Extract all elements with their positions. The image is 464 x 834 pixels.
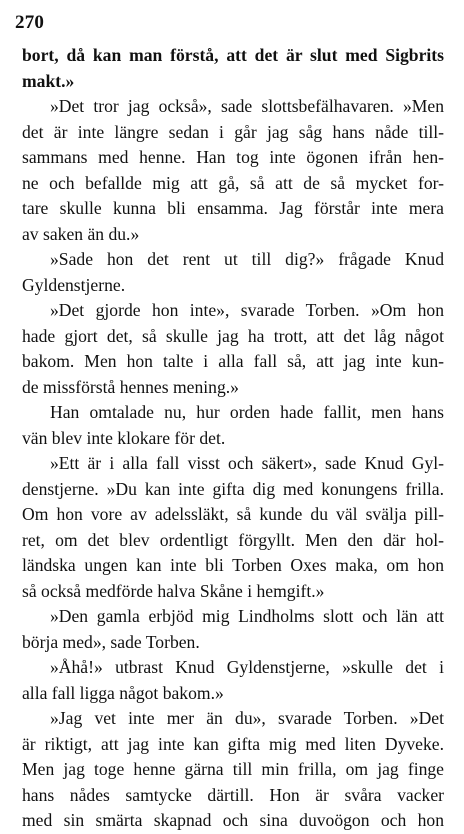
text-line: det är inte längre sedan i går jag såg hans nåde till- <box>22 121 444 142</box>
text-line: av saken än du.» <box>22 223 140 244</box>
text-line: Gyldenstjerne. <box>22 274 126 295</box>
text-line: tare skulle kunna bli ensamma. Jag förstår inte mera <box>22 198 444 218</box>
text-line: makt.» <box>22 70 75 91</box>
text-line: »Det tror jag också», sade slottsbefälhavaren. »Men <box>50 96 444 116</box>
text-line: med sin smärta skapnad och sina duvoögon och hon <box>22 810 444 830</box>
text-line: »Den gamla erbjöd mig Lindholms slott och län att <box>50 606 444 626</box>
text-line: »Åhå!» utbrast Knud Gyldenstjerne, »skulle det i <box>50 657 444 677</box>
text-line: de missförstå hennes mening.» <box>22 376 239 397</box>
text-line: ret, om det blev ordentligt förgyllt. Men den där hol- <box>22 529 444 550</box>
page-body-text <box>22 43 444 834</box>
text-line: bort, då kan man förstå, att det är slut med Sigbrits <box>22 45 444 65</box>
text-line: bakom. Men hon talte i alla fall så, att jag inte kun- <box>22 351 444 371</box>
text-line: denstjerne. »Du kan inte gifta dig med konungens frilla. <box>22 478 444 499</box>
text-line: sammans med henne. Han tog inte ögonen ifrån hen- <box>22 147 444 167</box>
page-number: 270 <box>15 12 45 33</box>
text-line: alla fall ligga något bakom.» <box>22 682 224 703</box>
text-line: Han omtalade nu, hur orden hade fallit, men hans <box>50 402 444 422</box>
text-line: »Ett är i alla fall visst och säkert», sade Knud Gyl- <box>50 453 444 473</box>
text-line: ländska ungen kan inte bli Torben Oxes maka, om hon <box>22 555 444 575</box>
text-line: vän blev inte klokare för det. <box>22 427 226 448</box>
text-line: hade gjort det, så skulle jag ha trott, att det låg något <box>22 325 444 346</box>
text-line: hans nådes samtycke därtill. Hon är svåra vacker <box>22 784 444 805</box>
text-line: »Det gjorde hon inte», svarade Torben. »Om hon <box>50 300 444 320</box>
text-line: börja med», sade Torben. <box>22 631 200 652</box>
text-line: Men jag toge henne gärna till min frilla, om jag finge <box>22 759 444 779</box>
text-line: »Sade hon det rent ut till dig?» frågade Knud <box>50 249 444 269</box>
text-line: ne och befallde mig att gå, så att de så mycket for- <box>22 172 444 193</box>
text-line: är riktigt, att jag inte kan gifta mig med liten Dyveke. <box>22 733 444 754</box>
text-line: »Jag vet inte mer än du», svarade Torben. »Det <box>50 708 444 728</box>
text-line: Om hon vore av adelssläkt, så kunde du väl svälja pill- <box>22 504 444 524</box>
text-line: så också medförde halva Skåne i hemgift.» <box>22 580 325 601</box>
